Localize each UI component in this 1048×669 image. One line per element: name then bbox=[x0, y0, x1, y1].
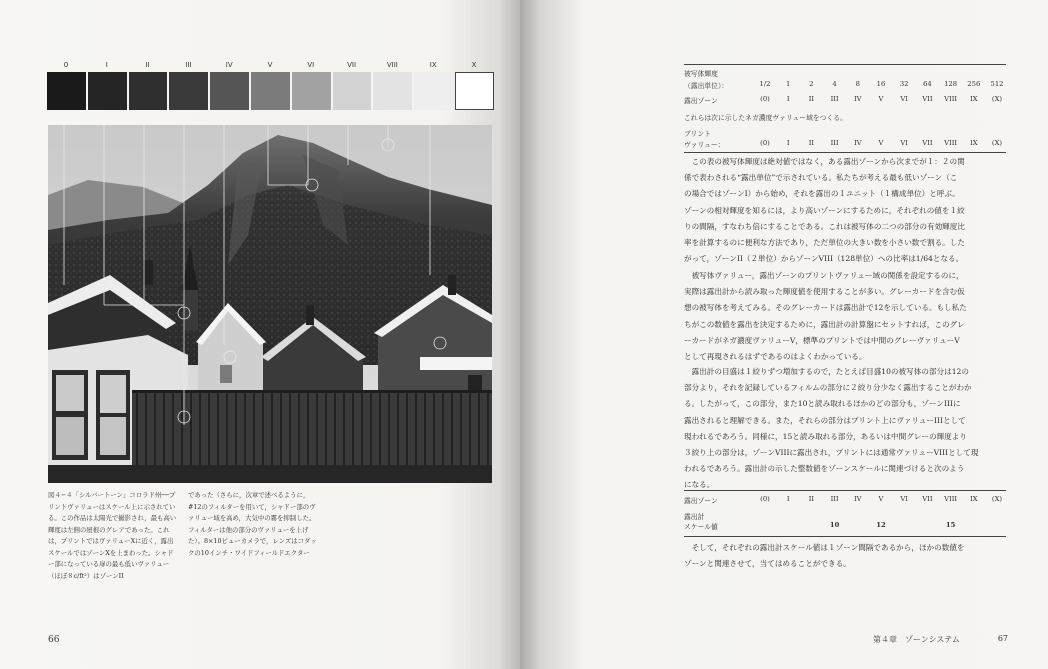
table1-value-5: V bbox=[878, 139, 884, 147]
paragraph-1-line: この表の被写体輝度は絶対値ではなく，ある露出ゾーンから次までが１：２の関 bbox=[684, 157, 965, 166]
paragraph-2 bbox=[684, 268, 1006, 365]
table1-unit-6: 32 bbox=[899, 80, 909, 88]
table1-zone-7: VII bbox=[922, 95, 933, 103]
table1-zone-4: IV bbox=[854, 95, 862, 103]
running-footer-chapter: 第４章 ゾーンシステム bbox=[873, 635, 960, 644]
zone-swatch-7 bbox=[333, 72, 372, 110]
paragraph-3-line: になる。 bbox=[684, 480, 715, 490]
closing-line: そして，それぞれの露出計スケール値は１ゾーン間隔であるから，ほかの数値を bbox=[684, 543, 965, 552]
paragraph-2-line: ちがこの数値を露出を決定するために，露出計の計算盤にセットすれば，このグレ bbox=[684, 319, 965, 329]
paragraph-3-line: 露出計の目盛は１絞りずつ増加するので，たとえば目盛10の被写体の部分は12の bbox=[684, 367, 969, 376]
table1-top-rule bbox=[684, 64, 1006, 65]
table1-zone-6: VI bbox=[900, 95, 908, 103]
table-subject-luminance bbox=[684, 66, 1006, 108]
zone-label-0: 0 bbox=[63, 61, 69, 69]
table2-zone-7: VII bbox=[922, 495, 933, 503]
table2-zone-6: VI bbox=[900, 495, 908, 503]
paragraph-3-line: る。したがって，この部分，また10と読み取れるほかのどの部分も，ゾーンIIIに bbox=[684, 399, 961, 409]
table2-zone-8: VIII bbox=[944, 495, 958, 503]
table1-zone-label: 露出ゾーン bbox=[684, 97, 718, 105]
zone-swatch-3 bbox=[169, 72, 208, 110]
table1-value-6: VI bbox=[900, 139, 908, 147]
table1-value-10: (X) bbox=[991, 139, 1003, 147]
zone-label-3: III bbox=[185, 61, 192, 69]
table1-zone-2: II bbox=[808, 95, 815, 103]
table1-value-2: II bbox=[808, 139, 815, 147]
table1-unit-4: 8 bbox=[855, 80, 860, 88]
table-print-values bbox=[684, 126, 1006, 152]
closing-line: ゾーンと関連させて，当てはめることができる。 bbox=[684, 559, 851, 569]
zone-swatch-2 bbox=[129, 72, 168, 110]
zone-swatch-9 bbox=[414, 72, 453, 110]
paragraph-3-line: 露出されると理解できる。また，それらの部分はプリント上にヴァリューIIIとして bbox=[684, 415, 966, 425]
zone-label-10: X bbox=[471, 61, 477, 69]
table1-note: これらは次に示したネガ濃度ヴァリュー域をつくる。 bbox=[684, 114, 847, 122]
table1-zone-0: (0) bbox=[760, 95, 770, 103]
table2-meter-8: 15 bbox=[945, 521, 956, 529]
paragraph-2-line: として再現されるはずであるのはよくわかっている。 bbox=[684, 352, 867, 362]
table2-zone-4: IV bbox=[854, 495, 862, 503]
table1-value-0: (0) bbox=[760, 139, 770, 147]
zone-swatch-1 bbox=[88, 72, 127, 110]
table1-value-9: IX bbox=[970, 139, 978, 147]
table1-zone-9: IX bbox=[970, 95, 978, 103]
paragraph-3-line: 部分より，それを記録しているフィルムの部分に２絞り分少なく露出することがわか bbox=[684, 383, 972, 393]
zone-label-7: VII bbox=[347, 61, 357, 69]
zone-swatch-5 bbox=[251, 72, 290, 110]
paragraph-1-line: がって，ゾーンII（２単位）からゾーンVIII（128単位）への比率は1/64となる。 bbox=[684, 254, 964, 264]
table1-unit-3: 4 bbox=[832, 80, 837, 88]
paragraph-1-line: 率を計算するのに便利な方法であり，ただ単位の大きい数を小さい数で割る。した bbox=[684, 238, 965, 248]
table2-zone-label: 露出ゾーン bbox=[684, 497, 718, 505]
page-number-right: 67 bbox=[997, 634, 1008, 643]
zone-swatch-6 bbox=[292, 72, 331, 110]
table1-zone-1: I bbox=[786, 95, 790, 103]
zone-swatch-0 bbox=[47, 72, 86, 110]
table2-zone-10: (X) bbox=[991, 495, 1003, 503]
paragraph-1-line: ゾーンの相対輝度を知るには，より高いゾーンにするために，それぞれの値を１絞 bbox=[684, 205, 965, 215]
paragraph-1 bbox=[684, 154, 1006, 267]
table1-unit-5: 16 bbox=[876, 80, 886, 88]
table1-value-label: ヴァリュー： bbox=[684, 141, 725, 149]
closing-paragraph bbox=[684, 540, 1006, 572]
paragraph-1-line: 係で表わされる“露出単位”で示されている。私たちが考える最も低いゾーン（こ bbox=[684, 173, 958, 183]
figure-caption-right: であった（さらに，次章で述べるように，#12のフィルターを用いて，シャドー部のヴァリュー域を高め，大気中の霧を抑制した。フィルターは他の部分のヴァリューを上げた）。8×10ビューカメラで，レンズはコダックの10インチ・ワイドフィールドエクター bbox=[188, 491, 317, 557]
table1-print-label: プリント bbox=[684, 130, 711, 138]
table2-bottom-rule bbox=[684, 536, 1006, 537]
table1-value-3: III bbox=[830, 139, 839, 147]
paragraph-3 bbox=[684, 364, 1006, 494]
zone-label-5: V bbox=[267, 61, 273, 69]
table1-unit-9: 256 bbox=[967, 80, 981, 88]
table1-subject-label: 被写体輝度 bbox=[684, 70, 718, 78]
table1-zone-10: (X) bbox=[991, 95, 1003, 103]
zone-swatch-4 bbox=[210, 72, 249, 110]
mountain-town-photograph bbox=[48, 125, 492, 483]
table2-top-rule bbox=[684, 490, 1006, 491]
zone-scale-strip bbox=[46, 72, 494, 112]
zone-label-1: I bbox=[105, 61, 108, 69]
table1-value-4: IV bbox=[854, 139, 862, 147]
table1-bottom-rule bbox=[684, 152, 1006, 153]
table2-meter-3: 10 bbox=[829, 521, 840, 529]
table1-value-8: VIII bbox=[944, 139, 958, 147]
table1-zone-5: V bbox=[878, 95, 884, 103]
table2-zone-1: I bbox=[786, 495, 790, 503]
zone-label-9: IX bbox=[429, 61, 437, 69]
table2-meter-5: 12 bbox=[876, 521, 886, 529]
figure-caption-left: 図４−４「シルバートーン」コロラド州──プリントヴァリューはスケール上に示されている。この作品は太陽光で撮影され，最も高い輝度は左側の屋根のグレアであった。これは，プリントではヴァリューXに近く，露出スケールではゾーンXを上まわった。シャドー部になっている扉の最も低いヴァリュー（ほぼ８c/ft²）はゾーンII bbox=[48, 491, 177, 580]
table1-unit-label: （露出単位）： bbox=[684, 82, 729, 90]
left-page bbox=[0, 0, 520, 669]
paragraph-2-line: 想の被写体を考えてみる。そのグレーカードは露出計で12を示している。もし私た bbox=[684, 303, 967, 313]
zone-label-8: VIII bbox=[386, 61, 398, 69]
table2-zone-3: III bbox=[830, 495, 839, 503]
zone-scale-labels bbox=[46, 61, 494, 71]
table-meter-scale bbox=[684, 493, 1006, 533]
table2-zone-2: II bbox=[808, 495, 815, 503]
table1-unit-1: 1 bbox=[786, 80, 791, 88]
table1-zone-3: III bbox=[830, 95, 839, 103]
table2-zone-0: (0) bbox=[760, 495, 770, 503]
page-number-left: 66 bbox=[48, 635, 60, 645]
table1-unit-2: 2 bbox=[809, 80, 814, 88]
paragraph-3-line: われるであろう。露出計の示した整数値をゾーンスケールに関連づけると次のよう bbox=[684, 464, 965, 474]
paragraph-1-line: りの間隔，すなわち倍にすることである。これは被写体の二つの部分の有効輝度比 bbox=[684, 221, 965, 231]
paragraph-3-line: ３絞り上の部分は，ゾーンVIIIに露出され，プリントには通常ヴァリューVIIIとして現 bbox=[684, 448, 979, 458]
table1-unit-0: 1/2 bbox=[759, 80, 771, 88]
paragraph-2-line: 被写体ヴァリュー，露出ゾーンのプリントヴァリュー域の関係を設定するのに， bbox=[684, 271, 964, 280]
table2-meter-label: 露出計 bbox=[684, 513, 705, 521]
zone-swatch-10 bbox=[455, 72, 494, 110]
table1-unit-10: 512 bbox=[990, 80, 1004, 88]
table1-unit-8: 128 bbox=[944, 80, 958, 88]
zone-label-4: IV bbox=[225, 61, 233, 69]
paragraph-3-line: 現われるであろう。同様に，15と読み取れる部分，あるいは中間グレーの輝度より bbox=[684, 431, 967, 441]
zone-swatch-8 bbox=[373, 72, 412, 110]
paragraph-2-line: ーカードがネガ濃度ヴァリューV，標準のプリントでは中間のグレーヴァリューV bbox=[684, 335, 960, 345]
table2-scale-label: スケール値 bbox=[684, 523, 718, 531]
table2-zone-5: V bbox=[878, 495, 884, 503]
table1-value-1: I bbox=[786, 139, 790, 147]
zone-label-6: VI bbox=[307, 61, 315, 69]
table1-unit-7: 64 bbox=[923, 80, 932, 88]
zone-label-2: II bbox=[145, 61, 150, 69]
table2-zone-9: IX bbox=[970, 495, 978, 503]
table1-zone-8: VIII bbox=[944, 95, 958, 103]
table1-value-7: VII bbox=[922, 139, 933, 147]
paragraph-2-line: 実際は露出計から読み取った輝度値を使用することが多い。グレーカードを含む仮 bbox=[684, 287, 965, 297]
paragraph-1-line: の場合ではゾーンI）から始め，それを露出の１ユニット（１構成単位）と呼ぶ。 bbox=[684, 189, 960, 199]
